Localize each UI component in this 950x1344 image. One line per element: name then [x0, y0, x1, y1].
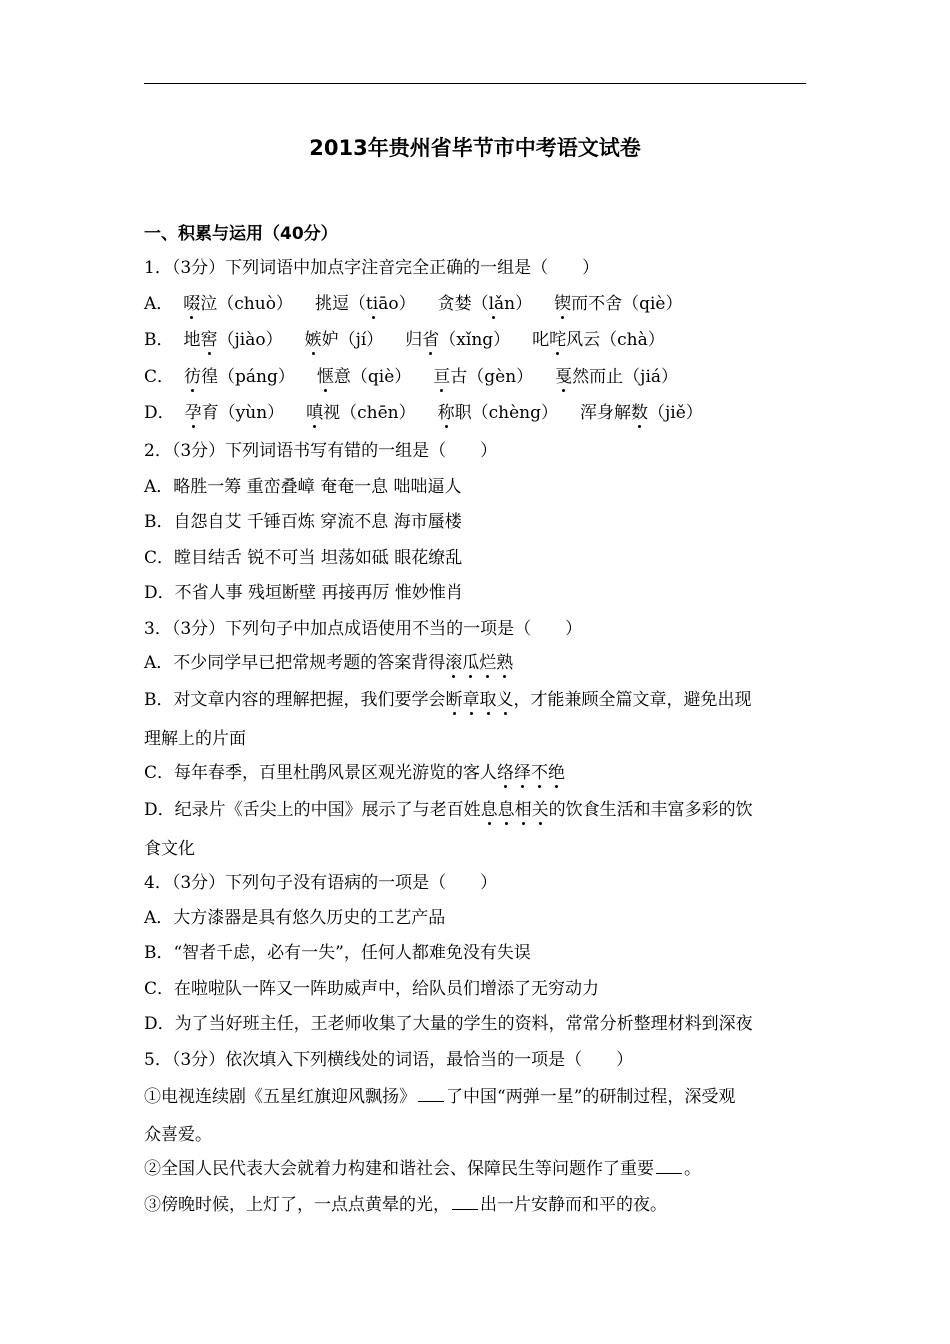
dotted-char: 婪（lǎn） — [454, 294, 533, 314]
word-rest: 而不舍（qiè） — [571, 294, 683, 314]
sentence-text: C．每年春季，百里杜鹃风景区观光游览的客人 — [144, 763, 498, 783]
word-start: 挑 — [314, 294, 332, 314]
dotted-char: 戛 — [555, 367, 573, 387]
dotted-char: 瓜 — [462, 653, 480, 673]
dotted-char: 绎 — [514, 763, 532, 783]
fill-blank — [656, 1159, 682, 1174]
dotted-char: 彷 — [184, 367, 202, 387]
dotted-char: 称 — [437, 403, 455, 423]
q5-sentence-1 — [144, 1085, 808, 1109]
q1-option-b — [144, 328, 808, 352]
dotted-char: 义 — [496, 690, 514, 710]
q4-option-b: B．“智者千虑，必有一失”，任何人都难免没有失误 — [144, 943, 531, 963]
q1-c-word-2 — [317, 365, 411, 389]
q2-option-a: A．略胜一筹 重峦叠嶂 奄奄一息 咄咄逼人 — [144, 477, 462, 497]
sentence-text: ③傍晚时候，上灯了，一点点黄晕的光， — [144, 1195, 450, 1215]
q2-option-c: C．瞠目结舌 锐不可当 坦荡如砥 眼花缭乱 — [144, 548, 463, 568]
word-rest: 然而止（jiá） — [572, 367, 679, 387]
dotted-char: 相 — [514, 800, 532, 820]
q3-option-d-cont: 食文化 — [144, 839, 195, 859]
q1-d-word-1 — [185, 401, 285, 425]
dotted-char: 锲 — [554, 294, 572, 314]
dotted-char: 绝 — [548, 763, 566, 783]
q1-c-word-3 — [433, 365, 533, 389]
dotted-char: 逗（tiāo） — [331, 294, 416, 314]
q1-b-word-2 — [305, 328, 384, 352]
q1-c-word-1 — [184, 365, 295, 389]
dotted-char: 络 — [497, 763, 515, 783]
word-rest: 徨（páng） — [201, 367, 295, 387]
dotted-char: 亘 — [433, 367, 451, 387]
q3-option-d — [144, 798, 808, 822]
header-rule — [144, 83, 806, 84]
dotted-char: 滚 — [445, 653, 463, 673]
q1-option-d — [144, 401, 808, 425]
q1-stem: 1．（3分）下列词语中加点字注音完全正确的一组是（ ） — [144, 258, 600, 278]
word-rest: 意（qiè） — [333, 367, 412, 387]
q5-sentence-2 — [144, 1157, 808, 1181]
dotted-char: 息 — [480, 800, 498, 820]
word-rest: 育（yùn） — [201, 403, 285, 423]
sentence-text: ②全国人民代表大会就着力构建和谐社会、保障民生等问题作了重要 — [144, 1159, 654, 1179]
q5-sentence-3 — [144, 1193, 808, 1217]
sentence-text: A．不少同学早已把常规考题的答案背得 — [144, 653, 446, 673]
q1-b-word-3 — [405, 328, 510, 352]
dotted-char: 关 — [531, 800, 549, 820]
q4-stem: 4．（3分）下列句子没有语病的一项是（ ） — [144, 873, 498, 893]
dotted-char: 孕 — [184, 403, 202, 423]
sentence-text: ，才能兼顾全篇文章，避免出现 — [513, 690, 752, 710]
dotted-char: 熟 — [496, 653, 514, 673]
word-rest: 职（chèng） — [454, 403, 559, 423]
q3-option-a — [144, 651, 808, 675]
sentence-text: D．纪录片《舌尖上的中国》展示了与老百姓 — [144, 800, 481, 820]
dotted-char: 咤 — [549, 330, 567, 350]
word-rest: （jiào） — [217, 330, 283, 350]
q1-b-word-4 — [532, 328, 665, 352]
section-heading: 一、积累与运用（40分） — [144, 224, 338, 244]
sentence-text: ①电视连续剧《五星红旗迎风飘扬》 — [144, 1087, 416, 1107]
option-label: A． — [144, 294, 174, 314]
word-rest: 视（chēn） — [323, 403, 416, 423]
q5-stem: 5．（3分）依次填入下列横线处的词语，最恰当的一项是（ ） — [144, 1050, 634, 1070]
option-label: C． — [144, 367, 175, 387]
dotted-char: 窖 — [200, 330, 218, 350]
dotted-char: 章 — [462, 690, 480, 710]
q3-option-b-cont: 理解上的片面 — [144, 729, 246, 749]
dotted-char: 惬 — [316, 367, 334, 387]
q1-d-word-2 — [306, 401, 415, 425]
q2-stem: 2．（3分）下列词语书写有错的一组是（ ） — [144, 441, 498, 461]
q1-a-word-3 — [438, 292, 533, 316]
q5-sentence-1-cont: 众喜爱。 — [144, 1125, 212, 1145]
sentence-text: 了中国“两弹一星”的研制过程，深受观 — [446, 1087, 736, 1107]
option-label: D． — [144, 403, 175, 423]
dotted-char: 数 — [631, 403, 649, 423]
q4-option-c: C．在啦啦队一阵又一阵助威声中，给队员们增添了无穷动力 — [144, 979, 600, 999]
dotted-char: 烂 — [479, 653, 497, 673]
q4-option-a: A．大方漆器是具有悠久历史的工艺产品 — [144, 908, 446, 928]
sentence-text: 出一片安静而和平的夜。 — [480, 1195, 667, 1215]
dotted-char: 取 — [479, 690, 497, 710]
q1-a-word-4 — [554, 292, 682, 316]
q1-d-word-4 — [580, 401, 703, 425]
q1-option-a — [144, 292, 808, 316]
page-title: 2013年贵州省毕节市中考语文试卷 — [309, 136, 641, 160]
q1-a-word-1 — [183, 292, 293, 316]
word-start: 浑身解 — [580, 403, 632, 423]
dotted-char: 啜 — [183, 294, 201, 314]
dotted-char: 断 — [445, 690, 463, 710]
word-start: 贪 — [437, 294, 455, 314]
word-rest: 泣（chuò） — [200, 294, 293, 314]
q2-option-d: D．不省人事 残垣断壁 再接再厉 惟妙惟肖 — [144, 583, 463, 603]
q1-b-word-1 — [184, 328, 283, 352]
word-rest: （jiě） — [648, 403, 703, 423]
word-start: 地 — [183, 330, 201, 350]
q1-option-c — [144, 365, 808, 389]
q1-a-word-2 — [315, 292, 416, 316]
word-rest: （xǐng） — [439, 330, 511, 350]
q3-stem: 3．（3分）下列句子中加点成语使用不当的一项是（ ） — [144, 619, 583, 639]
q2-option-b: B．自怨自艾 千锤百炼 穿流不息 海市蜃楼 — [144, 512, 462, 532]
dotted-char: 省 — [422, 330, 440, 350]
dotted-char: 嗔 — [306, 403, 324, 423]
fill-blank — [452, 1195, 478, 1210]
sentence-text: B．对文章内容的理解把握，我们要学会 — [144, 690, 446, 710]
q4-option-d: D．为了当好班主任，王老师收集了大量的学生的资料，常常分析整理材料到深夜 — [144, 1014, 753, 1034]
fill-blank — [418, 1087, 444, 1102]
q3-option-c — [144, 761, 808, 785]
sentence-text: 。 — [684, 1159, 701, 1179]
q1-c-word-4 — [555, 365, 678, 389]
word-rest: 妒（jí） — [321, 330, 384, 350]
dotted-char: 不 — [531, 763, 549, 783]
word-start: 归 — [405, 330, 423, 350]
sentence-text: 的饮食生活和丰富多彩的饮 — [548, 800, 753, 820]
option-label: B． — [144, 330, 174, 350]
dotted-char: 息 — [497, 800, 515, 820]
dotted-char: 嫉 — [304, 330, 322, 350]
word-rest: 古（gèn） — [450, 367, 534, 387]
word-rest: 风云（chà） — [566, 330, 665, 350]
q3-option-b — [144, 688, 808, 712]
q1-d-word-3 — [438, 401, 558, 425]
word-start: 叱 — [532, 330, 550, 350]
